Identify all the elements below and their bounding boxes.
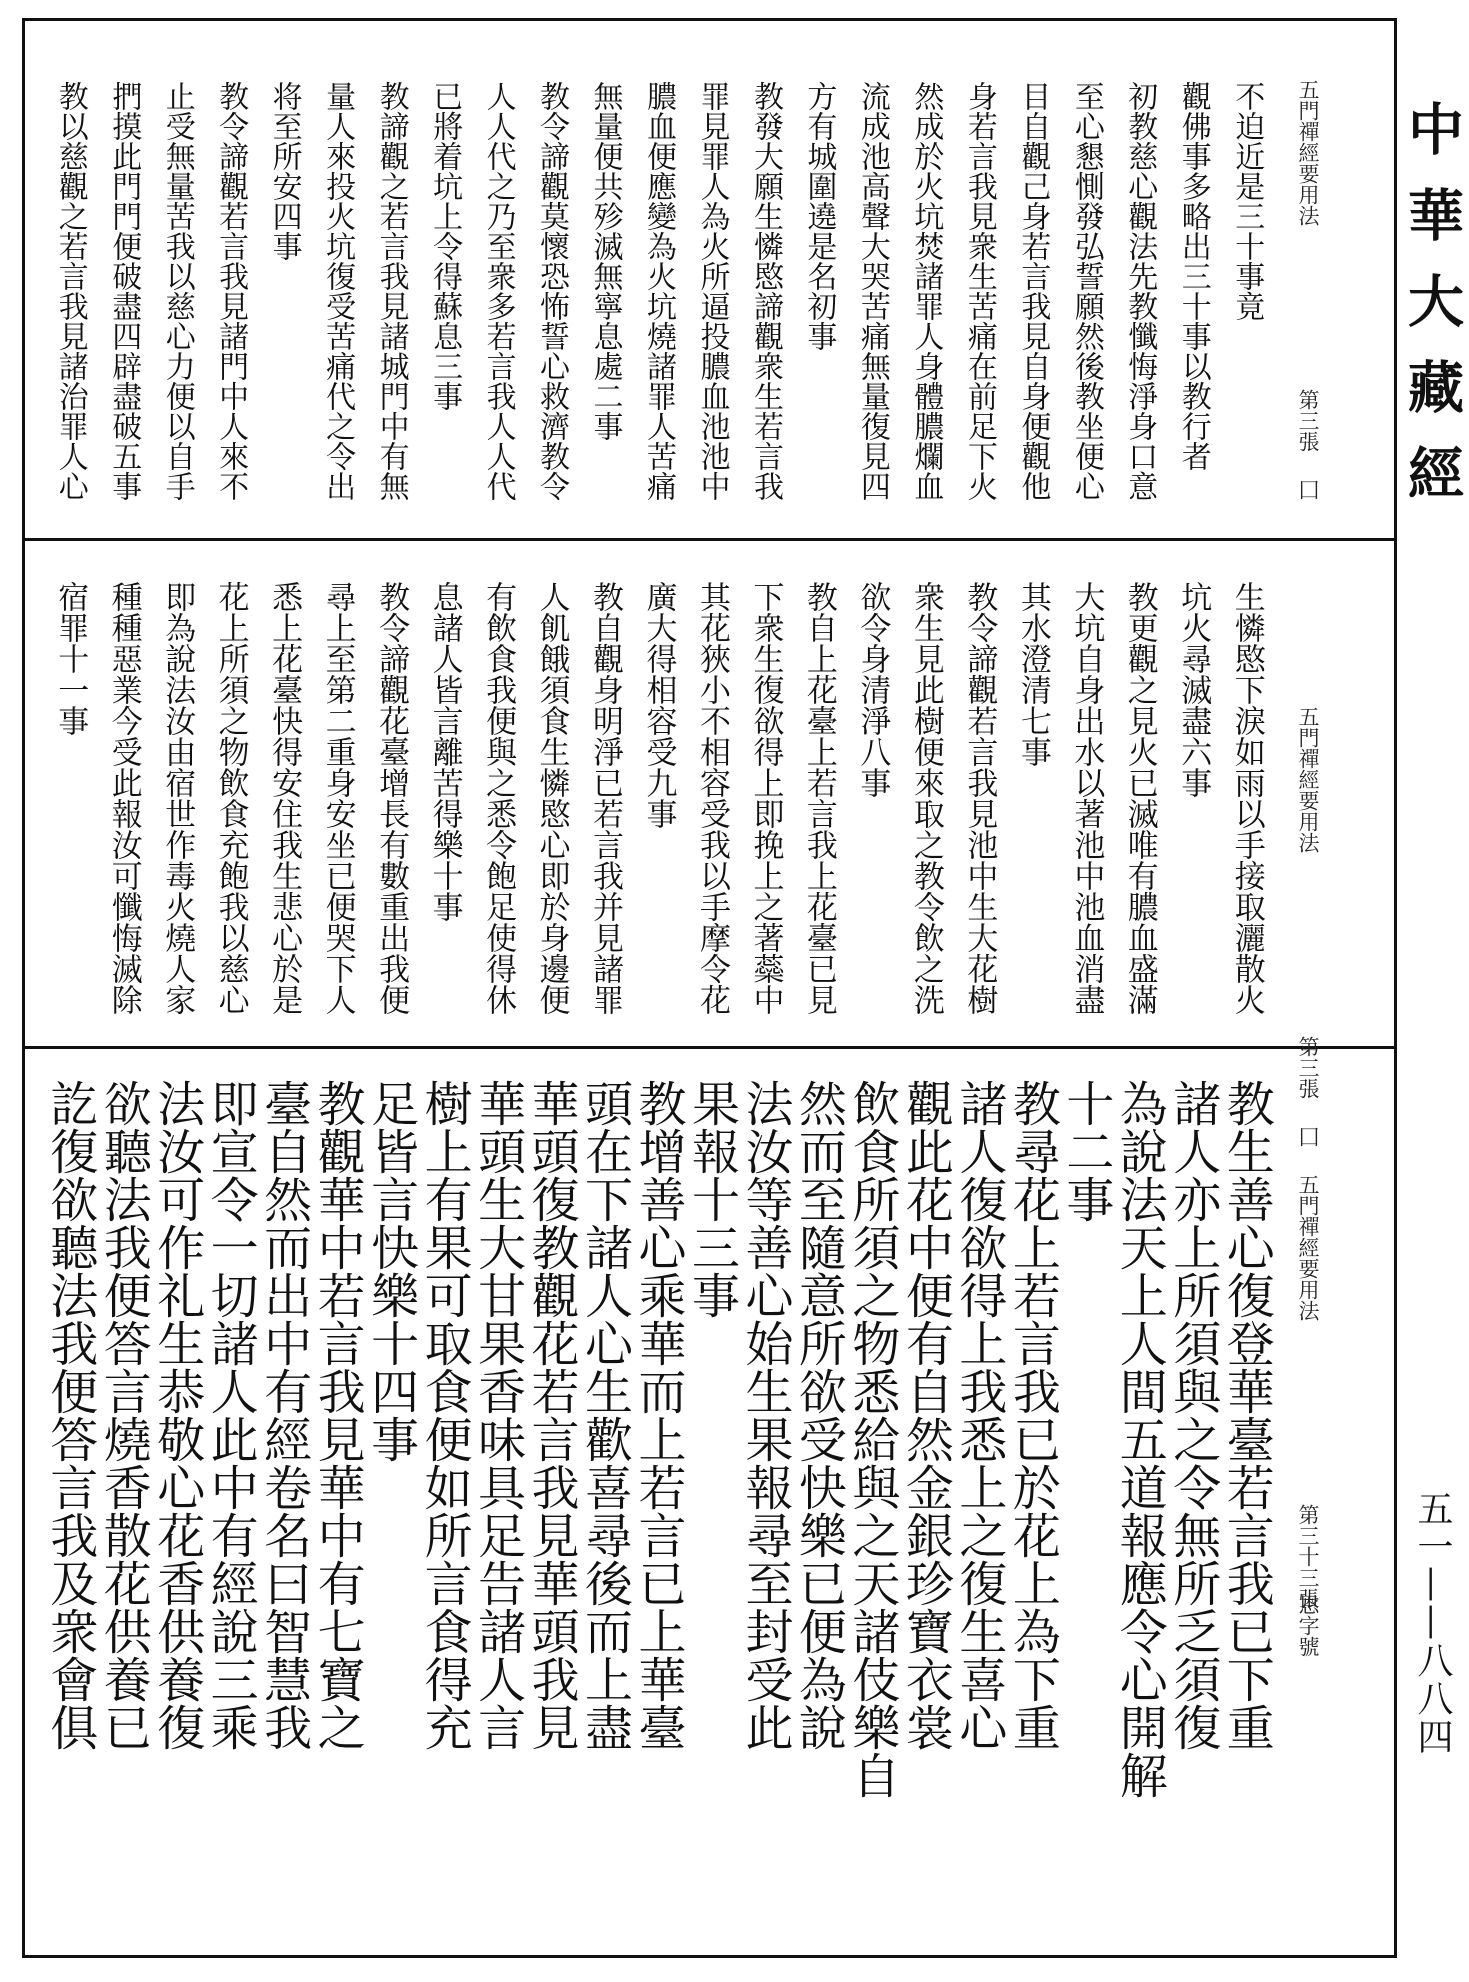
text-column: 下衆生復欲得上即挽上之著蘂中 (747, 581, 784, 1015)
text-column: 将至所安四事 (266, 81, 302, 261)
register-mark: 囗 (1296, 1126, 1320, 1147)
middle-register (25, 541, 1394, 1147)
page-number: 五一——八八四 (1412, 1490, 1453, 1756)
text-column: 尋上至第二重身安坐已便哭下人 (319, 581, 356, 1015)
text-column: 訖復欲聽法我便答言我及衆會俱 (41, 1079, 98, 1751)
text-column: 教尋花上若言我已於花上為下重 (1004, 1079, 1061, 1751)
collection-title: 中華大藏經 (1399, 100, 1465, 530)
text-column: 頭在下諸人心生歡喜尋後而上盡 (576, 1079, 633, 1751)
text-column: 十二事 (1057, 1079, 1114, 1223)
text-column: 其花狹小不相容受我以手摩令花 (693, 581, 730, 1015)
text-column: 已將着坑上令得蘇息三事 (427, 81, 463, 411)
leaf-number: 第三十三張 (1296, 1504, 1320, 1609)
text-column: 法汝可作礼生恭敬心花香供養復 (148, 1079, 205, 1751)
register-header: 五門禪經要用法 (1296, 706, 1320, 853)
text-column: 諸人復欲得上我悉上之復生喜心 (950, 1079, 1007, 1751)
text-column: 足皆言快樂十四事 (362, 1079, 419, 1463)
text-column: 悉上花臺快得安住我生悲心於是 (266, 581, 303, 1015)
text-column: 不迫近是三十事竟 (1229, 81, 1265, 321)
register-mark: 恩字號 (1296, 1594, 1320, 1657)
lower-register (25, 1049, 1394, 1955)
text-column: 欲令身清淨八事 (854, 581, 891, 798)
register-mark: 囗 (1296, 479, 1320, 500)
text-column: 目自觀己身若言我見自身便觀他 (1015, 81, 1051, 501)
text-column: 教令諦觀花臺增長有數重出我便 (373, 581, 410, 1015)
text-column: 教增善心乘華而上若言已上華臺 (630, 1079, 686, 1751)
text-column: 然成於火坑焚諸罪人身體膿爛血 (908, 81, 944, 501)
text-column: 教更觀之見火已滅唯有膿血盛滿 (1121, 581, 1158, 1015)
text-column: 捫摸此門門便破盡四辟盡破五事 (106, 81, 142, 501)
text-column: 人人代之乃至衆多若言我人人代 (480, 81, 516, 501)
text-column: 初教慈心觀法先教懺悔淨身口意 (1122, 81, 1158, 501)
text-column: 有飲食我便與之悉令飽足使得休 (480, 581, 517, 1015)
text-column: 息諸人皆言離苦得樂十事 (426, 581, 463, 922)
text-column: 教發大願生憐愍諦觀衆生若言我 (747, 81, 783, 501)
text-column: 教自上花臺上若言我上花臺已見 (800, 581, 837, 1015)
text-column: 衆生見此樹便來取之教令飲之洗 (907, 581, 944, 1015)
text-column: 然而至隨意所欲受快樂已便為說 (790, 1079, 847, 1751)
text-column: 廣大得相容受九事 (640, 581, 677, 829)
text-column: 教令諦觀若言我見池中生大花樹 (961, 581, 998, 1015)
text-column: 流成池高聲大哭苦痛無量復見四 (854, 81, 890, 501)
text-column: 欲聽法我便答言燒香散花供養已 (95, 1079, 152, 1751)
text-column: 教生善心復登華臺若言我已下重 (1218, 1079, 1275, 1751)
text-column: 花上所須之物飲食充飽我以慈心 (212, 581, 249, 1015)
text-column: 教以慈觀之若言我見諸治罪人心 (52, 81, 88, 501)
text-column: 果報十三事 (683, 1079, 740, 1319)
text-column: 至心懇惻發弘誓願然後教坐便心 (1068, 81, 1104, 501)
text-column: 大坑自身出水以著池中池血消盡 (1068, 581, 1105, 1015)
text-column: 宿罪十一事 (52, 581, 89, 736)
text-column: 即宣令一切諸人此中有經說三乘 (202, 1079, 259, 1751)
text-column: 教自觀身明淨已若言我并見諸罪 (587, 581, 624, 1015)
text-column: 樹上有果可取食便如所言食得充 (416, 1079, 473, 1751)
leaf-number: 第三張 (1296, 389, 1320, 452)
text-column: 生憐愍下淚如雨以手接取灑散火 (1228, 581, 1265, 1015)
text-column: 法汝等善心始生果報尋至封受此 (736, 1079, 793, 1751)
text-column: 人飢餓須食生憐愍心即於身邊便 (533, 581, 570, 1015)
upper-register (25, 21, 1394, 538)
text-column: 觀佛事多略出三十事以教行者 (1175, 81, 1211, 471)
text-column: 華頭生大甘果香味具足告諸人言 (469, 1079, 526, 1751)
text-column: 為說法天上人間五道報應令心開解 (1111, 1079, 1168, 1799)
text-column: 臺自然而出中有經卷名曰智慧我 (255, 1079, 312, 1751)
text-column: 教觀華中若言我見華中有七寶之 (309, 1079, 366, 1751)
text-column: 膿血便應變為火坑燒諸罪人苦痛 (641, 81, 676, 501)
text-column: 教諦觀之若言我見諸城門中有無 (373, 81, 409, 501)
text-column: 華頭復教觀花若言我見華頭我見 (523, 1079, 580, 1751)
text-column: 其水澄清七事 (1014, 581, 1051, 767)
text-column: 止受無量苦我以慈心力便以自手 (159, 81, 195, 501)
text-column: 諸人亦上所須與之令無所乏須復 (1164, 1079, 1221, 1751)
text-column: 方有城圍遶是名初事 (801, 81, 837, 351)
text-column: 教令諦觀若言我見諸門中人來不 (213, 81, 249, 501)
register-header: 五門禪經要用法 (1296, 1174, 1320, 1321)
leaf-number: 第三張 (1296, 1036, 1320, 1099)
text-column: 種種惡業今受此報汝可懺悔滅除 (105, 581, 142, 1015)
text-column: 坑火尋滅盡六事 (1175, 581, 1212, 798)
text-column: 教令諦觀莫懷恐怖誓心救濟教令 (534, 81, 570, 501)
text-column: 量人來投火坑復受苦痛代之令出 (320, 81, 356, 501)
register-header: 五門禪經要用法 (1296, 79, 1320, 226)
text-column: 飲食所須之物悉給與之天諸伎樂自 (843, 1079, 900, 1799)
text-column: 即為說法汝由宿世作毒火燒人家 (159, 581, 196, 1015)
text-column: 觀此花中便有自然金銀珍寶衣裳 (897, 1079, 954, 1751)
text-column: 無量便共殄滅無寧息處二事 (587, 81, 623, 441)
text-column: 身若言我見衆生苦痛在前足下火 (961, 81, 997, 501)
text-column: 罪見罪人為火所逼投膿血池池中 (694, 81, 730, 501)
